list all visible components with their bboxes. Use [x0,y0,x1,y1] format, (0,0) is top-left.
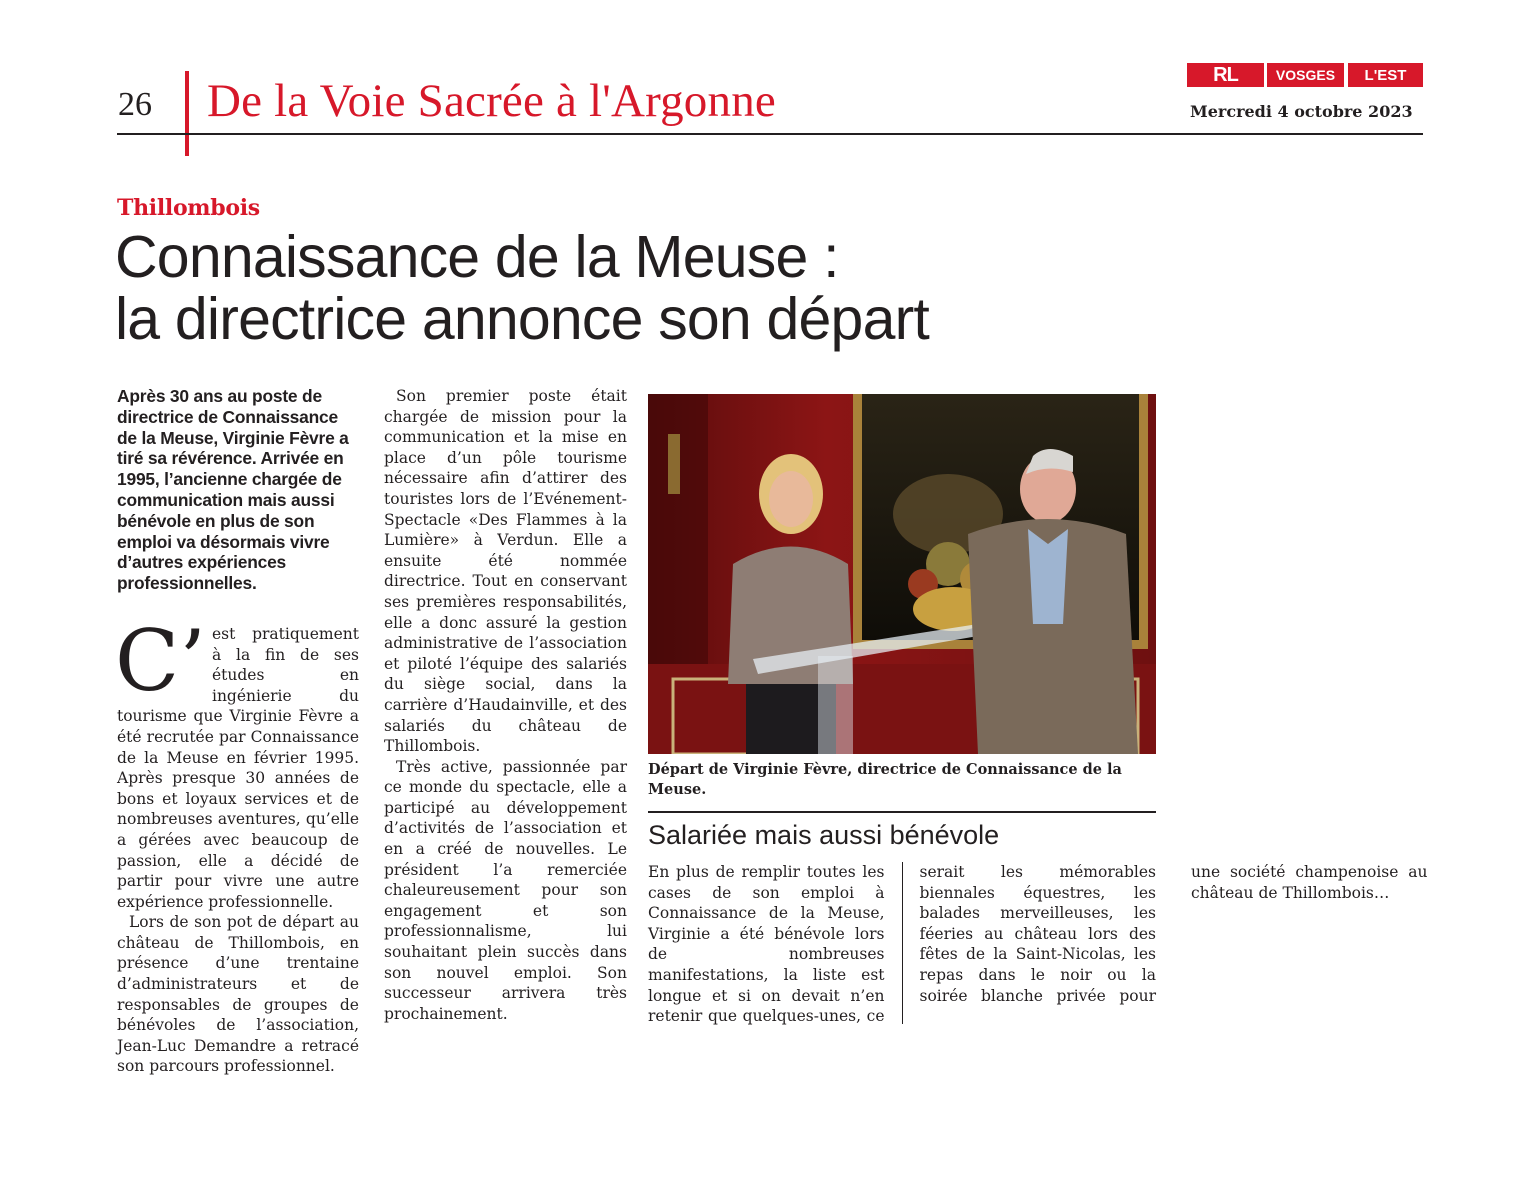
section-divider-bar [185,71,189,156]
publication-date: Mercredi 4 octobre 2023 [1190,102,1413,121]
photo-caption: Départ de Virginie Fèvre, directrice de Connaissance de la Meuse. [648,761,1122,798]
logo-vosges-matin: VOSGES [1267,63,1344,87]
subsection-rule [648,811,1156,813]
article-paragraph: Lors de son pot de départ au château de Thillombois, en présence d’une trentaine d’administrateurs et de responsables de groupes de bénévoles de l’association, Jean-Luc Demandre a retracé son parcours professionnel. [117,913,359,1076]
headline-line-2: la directrice annonce son départ [115,286,930,352]
article-paragraph: Son premier poste était chargée de mission pour la communication et la mise en place d’un pôle tourisme nécessaire afin d’attirer des touristes lors de l’Evénement-Spectacle «Des Flammes à la Lumière» à Verdun. Elle a ensuite été nommée directrice. Tout en conservant ses premières responsabilités, elle a donc assuré la gestion administrative de l’association et piloté l’équipe des salariés du siège social, dans la carrière d’Haudainville, et des salariés du château de Thillombois. [384,387,627,756]
article-headline [115,226,929,350]
logo-republicain-lorrain: RL [1187,63,1264,87]
section-title: De la Voie Sacrée à l'Argonne [207,75,776,127]
paragraph-text: est pratiquement à la fin de ses études en ingénierie du tourisme que Virginie Fèvre a été recrutée par Connaissance de la Meuse en février 1995. Après presque 30 années de bons et loyaux services et de nombreuses aventures, qu’elle a gérées avec beaucoup de passion, elle a décidé de partir pour vivre une autre expérience professionnelle. [117,624,359,911]
header-rule [117,133,1423,135]
drop-cap: C’ [115,611,206,710]
headline-line-1: Connaissance de la Meuse : [115,224,839,290]
subsection-column [648,862,1428,1027]
page-number: 26 [118,86,152,123]
article-column-2 [384,386,627,1024]
article-column-1 [117,386,359,1077]
article-kicker: Thillombois [117,195,260,221]
article-paragraph [115,611,359,912]
article-photo [648,394,1156,754]
subsection-heading: Salariée mais aussi bénévole [648,820,1000,850]
article-paragraph: En plus de remplir toutes les cases de son emploi à Connaissance de la Meuse, Virginie a été bénévole lors de nombreuses manifestations, la liste est longue et si on devait n’en retenir que quelques-unes, ce serait les mémorables biennales équestres, les balades merveilleuses, les féeries au château lors des fêtes de la Saint-Nicolas, les repas dans le noir ou la soirée blanche privée pour une société champenoise au château de Thillombois… [648,863,1428,1026]
column-divider [902,862,903,1024]
article-lead: Après 30 ans au poste de directrice de Connaissance de la Meuse, Virginie Fèvre a tiré sa révérence. Arrivée en 1995, l’ancienne chargée de communication mais aussi bénévole en plus de son emploi va désormais vivre d’autres expériences professionnelles. [117,386,349,594]
article-paragraph: Très active, passionnée par ce monde du spectacle, elle a participé au développement d’activités de l’association et en a créé de nouvelles. Le président l’a remerciée chaleureusement pour son engagement et son professionnalisme, lui souhaitant plein succès dans son nouvel emploi. Son successeur arrivera très prochainement. [384,757,627,1023]
logo-est-republicain: L'EST [1348,63,1423,87]
